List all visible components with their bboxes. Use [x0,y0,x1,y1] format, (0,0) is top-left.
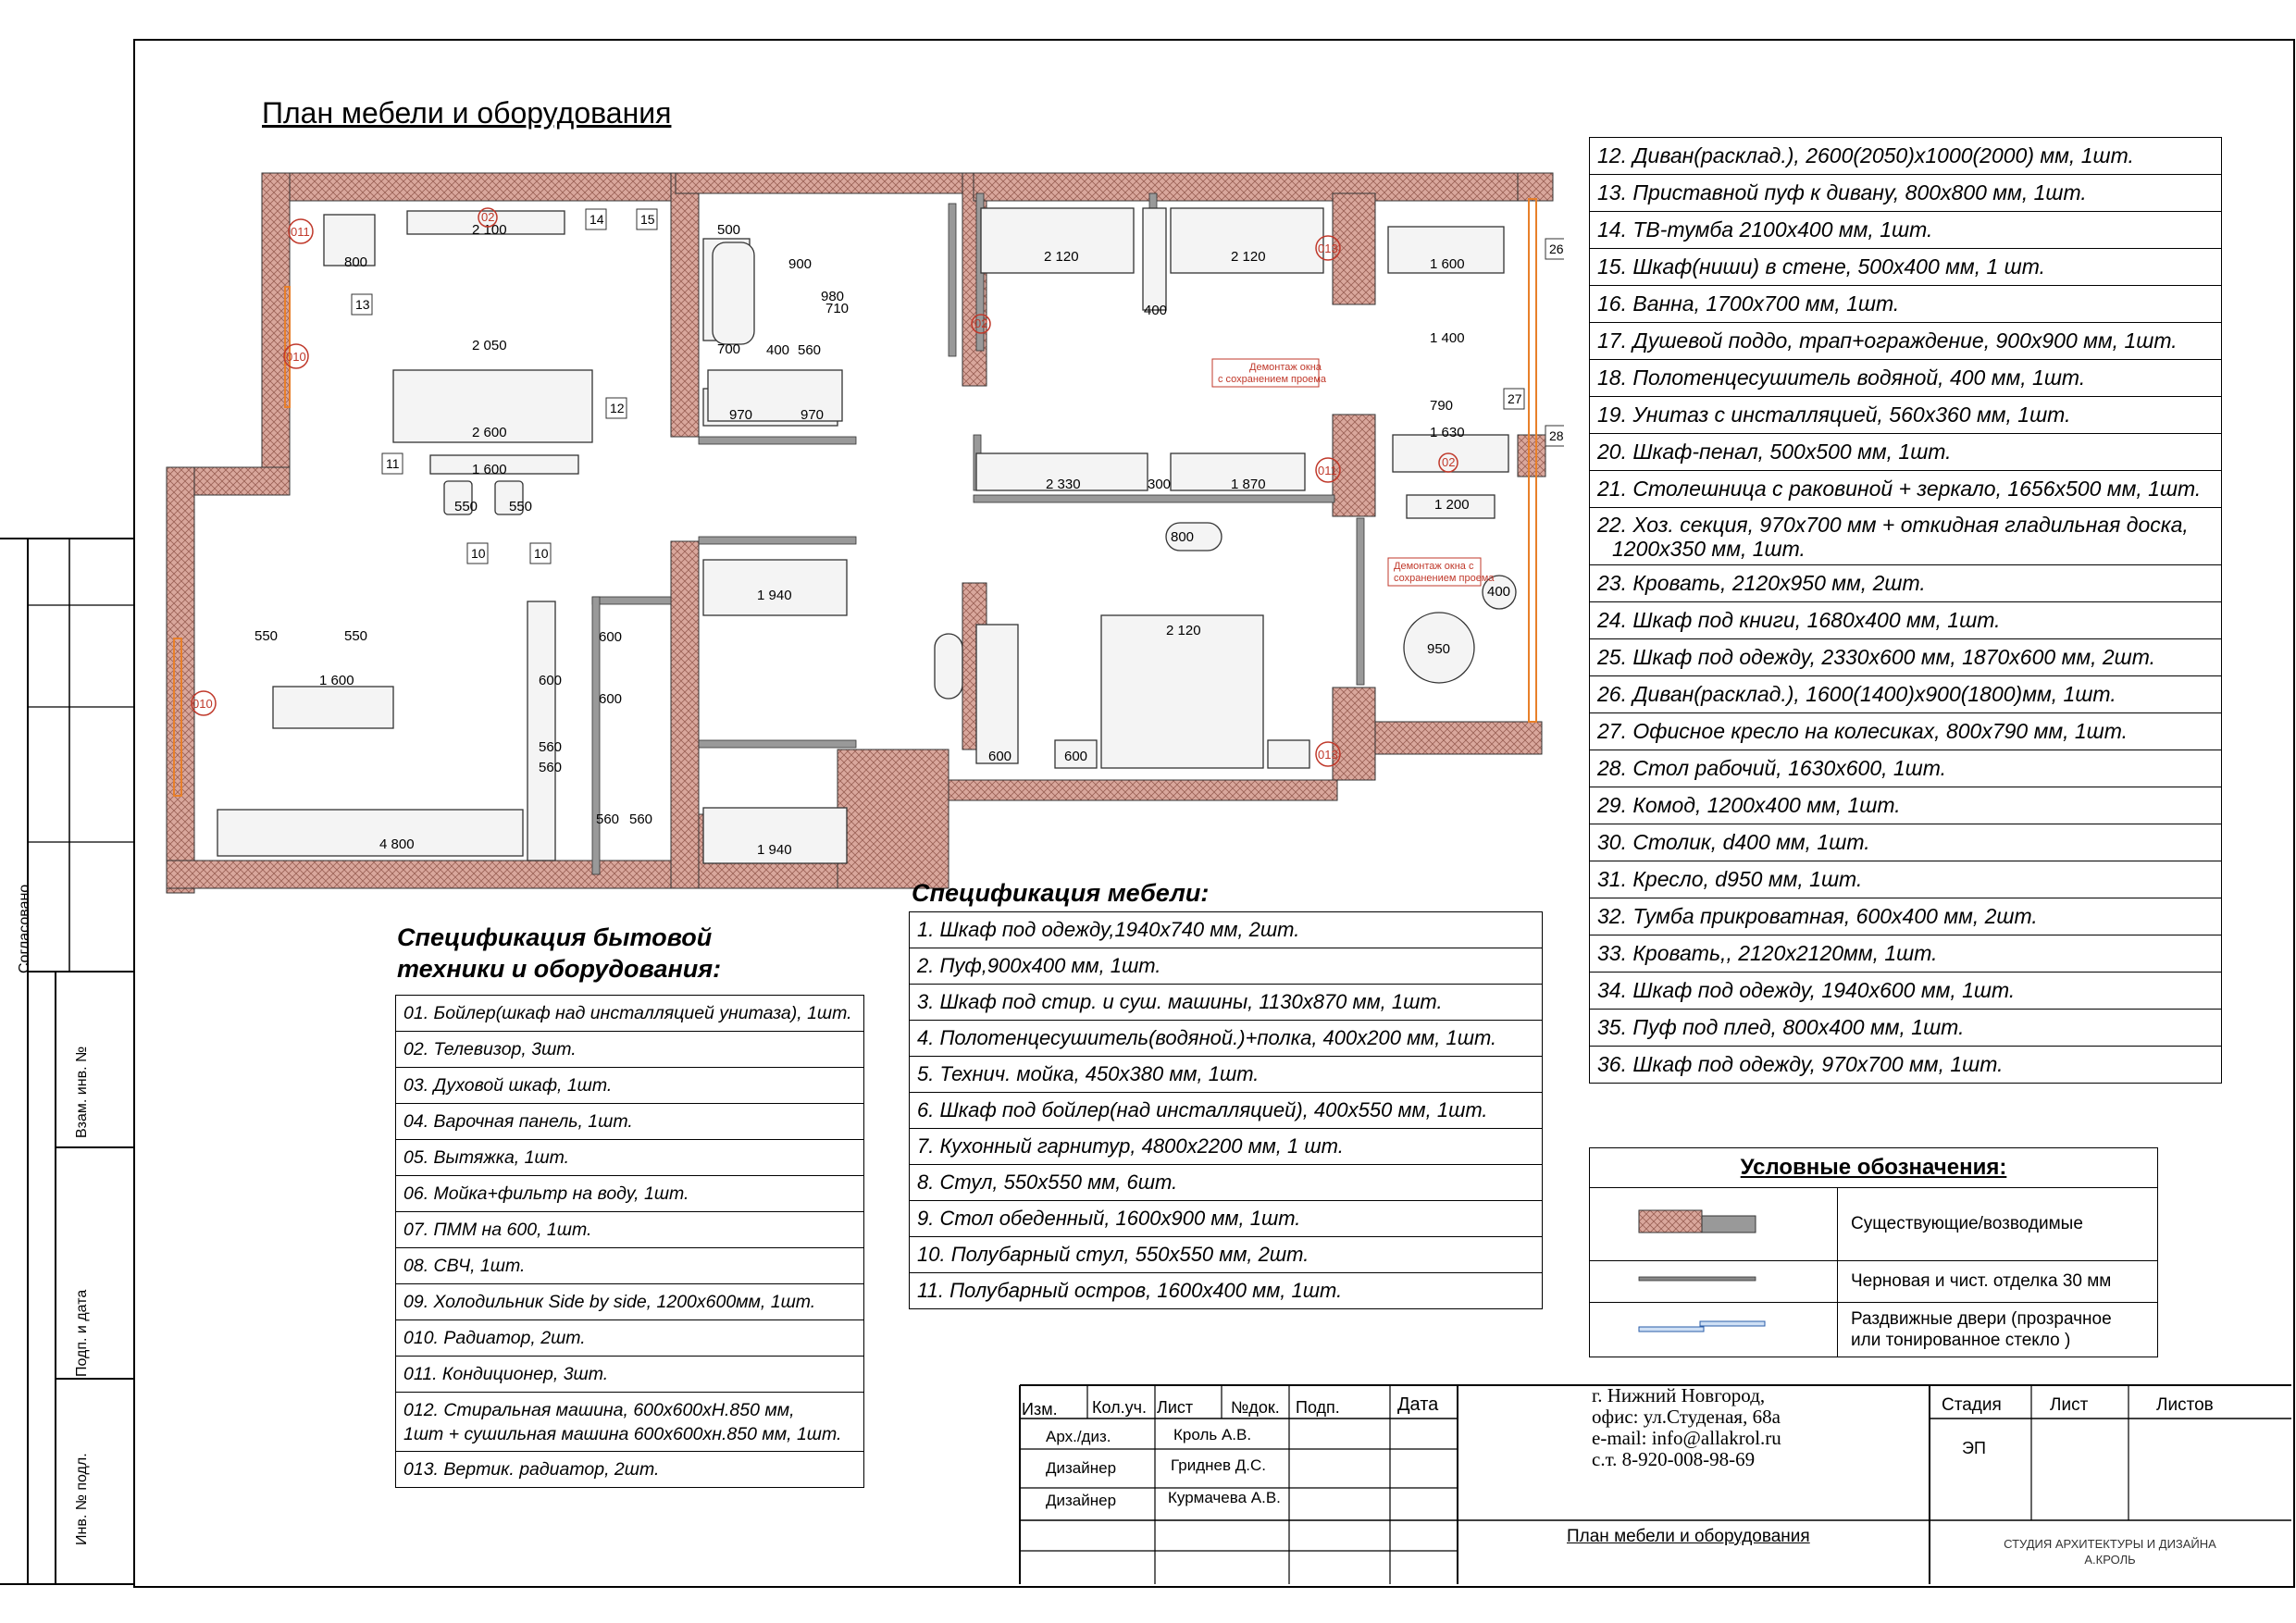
table-row [1590,565,2222,602]
svg-text:1 870: 1 870 [1231,477,1266,492]
stamp-stage-label: Стадия [1942,1395,2002,1415]
svg-text:010: 010 [192,697,213,711]
table-row [1590,323,2222,360]
label-vzam-inv: Взам. инв. № [74,1046,90,1138]
svg-text:1 600: 1 600 [1430,256,1465,272]
table-row [1590,138,2222,175]
finish-line-swatch [1591,1270,1836,1288]
table-row [396,1284,864,1320]
table-row [910,1201,1543,1237]
legend-symbol-cell [1590,1261,1838,1303]
stamp-studio [1990,1536,2230,1567]
studio-line: А.КРОЛЬ [2084,1553,2136,1567]
furniture-spec-heading: Спецификация мебели: [912,879,1210,907]
table-row [396,1357,864,1393]
svg-text:12: 12 [610,401,625,415]
spec-line: 012. Стиральная машина, 600x600xН.850 мм, [403,1399,795,1420]
table-row [910,1129,1543,1165]
svg-text:02: 02 [1442,455,1456,469]
spec-cell: 35. Пуф под плед, 800x400 мм, 1шт. [1590,1010,2222,1047]
legend-symbol-cell [1590,1188,1838,1261]
right-spec-rows [1590,138,2222,1084]
legend-table [1589,1147,2158,1357]
legend-text [1838,1303,2158,1357]
table-row [396,1176,864,1212]
stamp-role: Арх./диз. [1046,1428,1111,1445]
svg-text:011: 011 [1318,464,1337,477]
svg-text:600: 600 [1064,749,1088,764]
equipment-heading-line2: техники и оборудования: [397,955,722,983]
spec-cell: 3. Шкаф под стир. и суш. машины, 1130x870 мм, 1шт. [910,985,1543,1021]
svg-text:400: 400 [766,342,790,358]
spec-cell [396,1393,864,1452]
spec-cell: 05. Вытяжка, 1шт. [396,1140,864,1176]
table-row [910,1057,1543,1093]
svg-text:1 400: 1 400 [1430,330,1465,346]
svg-text:790: 790 [1430,398,1454,414]
stamp-drawing-title: План мебели и оборудования [1567,1527,1810,1546]
svg-text:500: 500 [717,222,741,238]
table-row [1590,639,2222,676]
svg-text:2 120: 2 120 [1166,623,1201,638]
spec-cell: 34. Шкаф под одежду, 1940x600 мм, 1шт. [1590,973,2222,1010]
address-line: с.т. 8-920-008-98-69 [1592,1448,1756,1470]
table-row [396,1104,864,1140]
spec-cell: 10. Полубарный стул, 550x550 мм, 2шт. [910,1237,1543,1273]
spec-cell: 19. Унитаз с инсталляцией, 560x360 мм, 1шт. [1590,397,2222,434]
table-row [1590,360,2222,397]
spec-cell: 5. Технич. мойка, 450x380 мм, 1шт. [910,1057,1543,1093]
spec-cell: 13. Приставной пуф к дивану, 800x800 мм, 1шт. [1590,175,2222,212]
stamp-header-izm: Изм. [1022,1400,1058,1419]
table-row [396,996,864,1032]
svg-text:сохранением проема: сохранением проема [1394,573,1495,584]
legend-row [1590,1188,2158,1261]
svg-text:2 330: 2 330 [1046,477,1081,492]
stamp-role: Дизайнер [1046,1492,1117,1509]
svg-text:02: 02 [481,210,495,224]
spec-cell: 010. Радиатор, 2шт. [396,1320,864,1357]
svg-text:26: 26 [1549,242,1564,256]
table-row [910,1273,1543,1309]
spec-cell: 09. Холодильник Side by side, 1200x600мм, 1шт. [396,1284,864,1320]
table-row [910,1021,1543,1057]
table-row [396,1140,864,1176]
spec-cell: 1. Шкаф под одежду,1940x740 мм, 2шт. [910,912,1543,948]
svg-text:14: 14 [590,212,604,227]
svg-text:980: 980 [821,289,845,304]
spec-cell: 20. Шкаф-пенал, 500x500 мм, 1шт. [1590,434,2222,471]
legend-text: Существующие/возводимые [1838,1188,2158,1261]
svg-text:600: 600 [599,629,623,645]
table-row [910,948,1543,985]
svg-text:950: 950 [1427,641,1451,657]
spec-cell: 01. Бойлер(шкаф над инсталляцией унитаза), 1шт. [396,996,864,1032]
spec-cell: 30. Столик, d400 мм, 1шт. [1590,824,2222,861]
address-line: офис: ул.Студеная, 68а [1592,1406,1781,1428]
table-row [1590,212,2222,249]
spec-cell: 21. Столешница с раковиной + зеркало, 1656x500 мм, 1шт. [1590,471,2222,508]
spec-cell: 011. Кондиционер, 3шт. [396,1357,864,1393]
svg-text:710: 710 [825,301,850,316]
svg-text:013: 013 [1318,748,1338,762]
table-row [1590,286,2222,323]
table-row [1590,397,2222,434]
equipment-spec-table [395,995,864,1488]
spec-cell: 14. ТВ-тумба 2100x400 мм, 1шт. [1590,212,2222,249]
svg-text:013: 013 [1318,242,1338,255]
table-row [1590,973,2222,1010]
svg-text:27: 27 [1508,391,1522,406]
stamp-header-data: Дата [1397,1394,1439,1415]
spec-cell: 8. Стул, 550x550 мм, 6шт. [910,1165,1543,1201]
svg-text:600: 600 [599,691,623,707]
stamp-name: Кроль А.В. [1173,1426,1252,1443]
spec-cell: 2. Пуф,900x400 мм, 1шт. [910,948,1543,985]
spec-cell: 12. Диван(расклад.), 2600(2050)x1000(2000) мм, 1шт. [1590,138,2222,175]
svg-text:Демонтаж окна с: Демонтаж окна с [1394,561,1474,572]
table-row [1590,1047,2222,1084]
spec-cell: 9. Стол обеденный, 1600x900 мм, 1шт. [910,1201,1543,1237]
svg-text:010: 010 [286,350,306,364]
svg-text:1 200: 1 200 [1434,497,1470,513]
legend-header-row [1590,1148,2158,1188]
table-row [910,1165,1543,1201]
svg-text:560: 560 [539,760,563,775]
table-row [396,1393,864,1452]
spec-cell: 36. Шкаф под одежду, 970x700 мм, 1шт. [1590,1047,2222,1084]
legend-symbol-cell [1590,1303,1838,1357]
svg-text:1 630: 1 630 [1430,425,1465,440]
table-row [396,1068,864,1104]
stamp-header-podp: Подп. [1296,1398,1340,1417]
spec-cell: 11. Полубарный остров, 1600x400 мм, 1шт. [910,1273,1543,1309]
spec-cell: 31. Кресло, d950 мм, 1шт. [1590,861,2222,898]
spec-cell: 02. Телевизор, 3шт. [396,1032,864,1068]
spec-cell [1590,508,2222,565]
stamp-sheets-label: Листов [2156,1395,2214,1415]
svg-text:970: 970 [800,407,825,423]
table-row [1590,935,2222,973]
existing-wall-swatch [1591,1203,1836,1240]
label-podp-data: Подп. и дата [74,1289,90,1377]
stamp-address [1592,1385,1781,1470]
sliding-door-swatch [1591,1316,1836,1338]
spec-cell: 08. СВЧ, 1шт. [396,1248,864,1284]
equipment-spec-heading [397,922,721,985]
spec-cell: 23. Кровать, 2120x950 мм, 2шт. [1590,565,2222,602]
table-row [910,985,1543,1021]
svg-text:1 940: 1 940 [757,842,792,858]
table-row [1590,898,2222,935]
svg-text:10: 10 [471,546,486,561]
right-spec-table [1589,137,2222,1084]
spec-cell: 16. Ванна, 1700x700 мм, 1шт. [1590,286,2222,323]
stamp-header-ndok: №док. [1231,1398,1280,1417]
svg-text:15: 15 [640,212,655,227]
spec-cell: 4. Полотенцесушитель(водяной.)+полка, 400x200 мм, 1шт. [910,1021,1543,1057]
spec-cell: 24. Шкаф под книги, 1680x400 мм, 1шт. [1590,602,2222,639]
svg-text:900: 900 [788,256,813,272]
svg-text:550: 550 [509,499,533,514]
svg-text:800: 800 [344,254,368,270]
address-line: e-mail: info@allakrol.ru [1592,1427,1781,1449]
spec-cell: 04. Варочная панель, 1шт. [396,1104,864,1140]
spec-line: 22. Хоз. секция, 970x700 мм + откидная гладильная доска, [1597,512,2189,537]
table-row [1590,508,2222,565]
stamp-header-list: Лист [1157,1398,1194,1417]
svg-text:10: 10 [534,546,549,561]
svg-text:с сохранением проема: с сохранением проема [1218,374,1327,385]
spec-line: 1шт + сушильная машина 600x600хн.850 мм, 1шт. [403,1423,842,1444]
studio-line: СТУДИЯ АРХИТЕКТУРЫ И ДИЗАЙНА [2004,1537,2216,1551]
table-row [1590,249,2222,286]
table-row [396,1032,864,1068]
exterior-walls [167,173,1553,893]
svg-text:11: 11 [386,456,400,471]
svg-text:2 120: 2 120 [1231,249,1266,265]
svg-text:13: 13 [355,297,370,312]
svg-text:970: 970 [729,407,753,423]
table-row [1590,434,2222,471]
equipment-heading-line1: Спецификация бытовой [397,923,713,951]
legend-title: Условные обозначения: [1590,1148,2158,1188]
furniture-spec-table [909,911,1543,1309]
spec-cell: 33. Кровать,, 2120x2120мм, 1шт. [1590,935,2222,973]
svg-text:560: 560 [539,739,563,755]
table-row [1590,175,2222,212]
stamp-stage-value: ЭП [1962,1439,1986,1457]
spec-cell: 07. ПММ на 600, 1шт. [396,1212,864,1248]
table-row [910,912,1543,948]
table-row [1590,861,2222,898]
spec-cell: 29. Комод, 1200x400 мм, 1шт. [1590,787,2222,824]
side-strip [0,537,135,1586]
table-row [910,1237,1543,1273]
spec-cell: 26. Диван(расклад.), 1600(1400)x900(1800)мм, 1шт. [1590,676,2222,713]
svg-text:560: 560 [798,342,822,358]
svg-text:600: 600 [988,749,1012,764]
svg-text:550: 550 [254,628,279,644]
svg-text:300: 300 [1148,477,1172,492]
legend-line: Раздвижные двери (прозрачное [1851,1309,2112,1329]
table-row [1590,787,2222,824]
table-row [396,1452,864,1488]
spec-cell: 15. Шкаф(ниши) в стене, 500x400 мм, 1 шт. [1590,249,2222,286]
spec-cell: 03. Духовой шкаф, 1шт. [396,1068,864,1104]
spec-cell: 06. Мойка+фильтр на воду, 1шт. [396,1176,864,1212]
svg-text:400: 400 [1487,584,1511,600]
stamp-name: Курмачева А.В. [1168,1489,1281,1506]
svg-text:2 100: 2 100 [472,222,507,238]
svg-text:560: 560 [629,812,653,827]
spec-cell: 32. Тумба прикроватная, 600x400 мм, 2шт. [1590,898,2222,935]
svg-text:800: 800 [1171,529,1195,545]
svg-text:1 940: 1 940 [757,588,792,603]
table-row [396,1212,864,1248]
table-row [396,1248,864,1284]
svg-text:560: 560 [596,812,620,827]
table-row [1590,824,2222,861]
svg-text:28: 28 [1549,428,1564,443]
svg-text:550: 550 [454,499,478,514]
spec-cell: 27. Офисное кресло на колесиках, 800x790 мм, 1шт. [1590,713,2222,750]
legend-row [1590,1303,2158,1357]
spec-line: 1200x350 мм, 1шт. [1612,536,1806,561]
sheet-title: План мебели и оборудования [262,96,672,130]
svg-text:400: 400 [1144,303,1168,318]
stamp-name: Гриднев Д.С. [1171,1456,1266,1474]
stamp-header-kolich: Кол.уч. [1092,1398,1147,1417]
table-row [1590,713,2222,750]
table-row [1590,602,2222,639]
svg-text:700: 700 [717,341,741,357]
svg-text:1 600: 1 600 [472,462,507,477]
spec-cell: 18. Полотенцесушитель водяной, 400 мм, 1шт. [1590,360,2222,397]
spec-cell: 28. Стол рабочий, 1630x600, 1шт. [1590,750,2222,787]
spec-cell: 7. Кухонный гарнитур, 4800x2200 мм, 1 шт. [910,1129,1543,1165]
svg-text:4 800: 4 800 [379,836,415,852]
svg-text:2 120: 2 120 [1044,249,1079,265]
svg-text:2 050: 2 050 [472,338,507,353]
label-soglasovano: Согласовано [17,884,32,973]
svg-text:Демонтаж окна: Демонтаж окна [1249,362,1322,373]
svg-text:02: 02 [974,316,988,330]
table-row [396,1320,864,1357]
table-row [1590,676,2222,713]
spec-cell: 013. Вертик. радиатор, 2шт. [396,1452,864,1488]
spec-cell: 17. Душевой поддо, трап+ограждение, 900x900 мм, 1шт. [1590,323,2222,360]
svg-text:600: 600 [539,673,563,688]
table-row [1590,750,2222,787]
floor-plan [157,157,1564,898]
legend-line: или тонированное стекло ) [1851,1331,2071,1350]
svg-text:1 600: 1 600 [319,673,354,688]
table-row [1590,1010,2222,1047]
table-row [910,1093,1543,1129]
spec-cell: 6. Шкаф под бойлер(над инсталляцией), 400x550 мм, 1шт. [910,1093,1543,1129]
svg-text:550: 550 [344,628,368,644]
label-inv-podl: Инв. № подл. [74,1453,90,1545]
spec-cell: 25. Шкаф под одежду, 2330x600 мм, 1870x600 мм, 2шт. [1590,639,2222,676]
address-line: г. Нижний Новгород, [1592,1384,1766,1406]
stamp-role: Дизайнер [1046,1459,1117,1477]
svg-text:2 600: 2 600 [472,425,507,440]
legend-text: Черновая и чист. отделка 30 мм [1838,1261,2158,1303]
stamp-sheet-label: Лист [2050,1395,2089,1415]
table-row [1590,471,2222,508]
svg-text:011: 011 [291,225,310,239]
legend-row [1590,1261,2158,1303]
